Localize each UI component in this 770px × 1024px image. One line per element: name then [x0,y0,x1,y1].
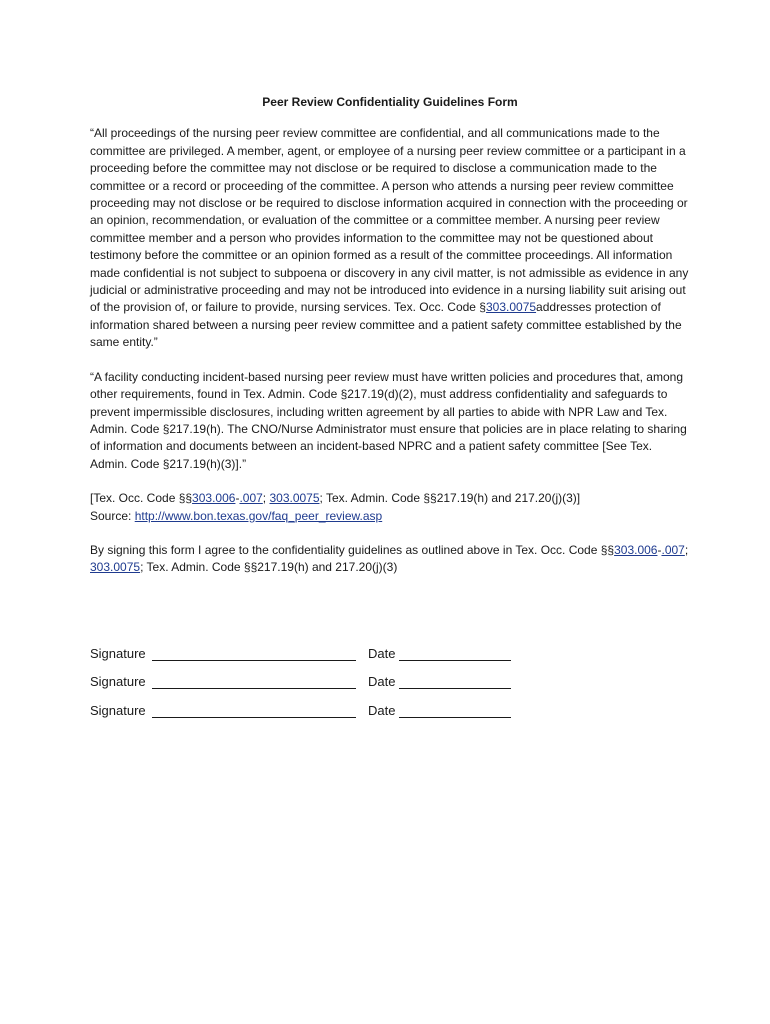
citation-text: ; [262,491,270,506]
agreement-text: ; [684,542,689,557]
signature-field[interactable] [152,674,356,689]
citation-paragraph [90,490,690,525]
date-field[interactable] [399,703,511,718]
statute-link-303-006[interactable]: 303.006 [192,491,236,506]
signature-label: Signature [90,645,146,661]
agreement-text: - [657,542,662,557]
statute-link-303-0075[interactable]: 303.0075 [269,491,320,506]
agreement-text: By signing this form I agree to the confidentiality guidelines as outlined above in Tex. Occ. Code §§ [90,542,615,557]
citation-text: [Tex. Occ. Code §§ [90,491,193,506]
statute-link-007[interactable]: .007 [661,542,685,557]
agreement-text: ; Tex. Admin. Code §§217.19(h) and 217.20(j)(3) [140,560,398,575]
paragraph-text: “All proceedings of the nursing peer review committee are confidential, and all communications made to the committee are privileged. A member, agent, or employee of a nursing peer review committee or a participant in a proceeding before the committee may not disclose or be required to disclose a communication made to the committee or a record or proceeding of the committee. A person who attends a nursing peer review committee proceeding may not disclose or be required to disclose information acquired in connection with the proceeding or an opinion, recommendation, or evaluation of the committee or a committee member. A nursing peer review committee member and a person who provides information to the committee may not be questioned about testimony before the committee or an opinion formed as a result of the committee proceedings. All information made confidential is not subject to subpoena or discovery in any civil matter, is not admissible as evidence in any judicial or administrative proceeding and may not be introduced into evidence in a nursing liability suit arising out of the provision of, or failure to provide, nursing services. Tex. Occ. Code § [90,126,689,315]
signature-row [90,689,511,718]
signature-label: Signature [90,674,146,689]
confidentiality-paragraph [90,125,690,351]
citation-text: - [235,491,240,506]
statute-link-303-006[interactable]: 303.006 [614,542,658,557]
citation-text: ; Tex. Admin. Code §§217.19(h) and 217.20(j)(3)] [319,491,581,506]
source-link[interactable]: http://www.bon.texas.gov/faq_peer_review.asp [134,508,383,523]
statute-link-007[interactable]: .007 [239,491,263,506]
document-body [90,94,690,594]
date-label: Date [368,702,396,718]
signature-row [90,632,511,661]
signature-field[interactable] [152,703,356,718]
signature-block [90,632,511,718]
signature-field[interactable] [152,646,356,661]
statute-link-303-0075[interactable]: 303.0075 [485,300,537,315]
date-field[interactable] [399,674,511,689]
statute-link-303-0075[interactable]: 303.0075 [90,560,141,575]
agreement-paragraph [90,542,690,577]
page-title: Peer Review Confidentiality Guidelines Form [262,95,518,109]
policy-paragraph: “A facility conducting incident-based nursing peer review must have written policies and procedures that, among other requirements, found in Tex. Admin. Code §217.19(d)(2), must address confidentiality and safeguards to prevent impermissible disclosures, including written agreement by all parties to abide with NPR Law and Tex. Admin. Code §217.19(h). The CNO/Nurse Administrator must ensure that policies are in place relating to sharing of information and documents between an incident-based NPRC and a patient safety committee [See Tex. Admin. Code §217.19(h)(3)].” [90,369,687,471]
date-field[interactable] [399,646,511,661]
date-label: Date [368,674,396,689]
date-label: Date [368,645,396,661]
signature-label: Signature [90,702,146,718]
paragraph-text: addresses protection of information shared between a nursing peer review committee and a patient safety committee established by the same entity.” [90,300,682,350]
source-label: Source: [90,508,135,523]
signature-row [90,661,511,690]
